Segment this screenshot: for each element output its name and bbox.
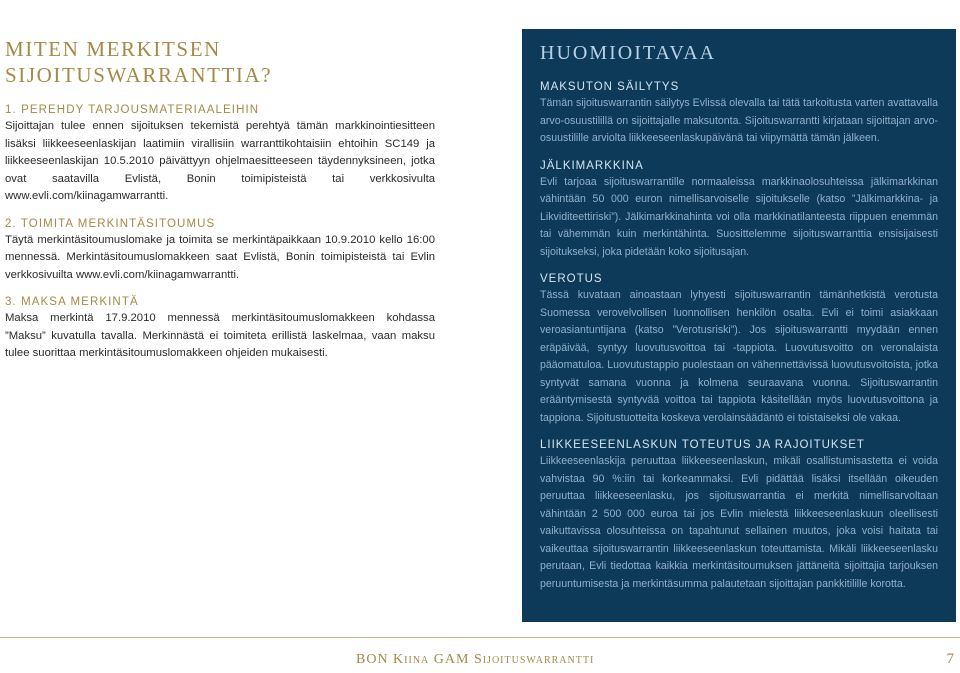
page-title: MITEN MERKITSEN SIJOITUSWARRANTTIA? (5, 37, 273, 87)
left-column (5, 36, 435, 373)
notice-box (522, 29, 956, 622)
footer-title: BON Kiina GAM Sijoituswarrantti (356, 652, 595, 667)
notice-heading-sailytys: MAKSUTON SÄILYTYS (540, 81, 680, 93)
section-heading-merkintasitoumus: 2. TOIMITA MERKINTÄSITOUMUS (5, 217, 216, 230)
notice-heading-toteutus: LIIKKEESEENLASKUN TOTEUTUS JA RAJOITUKSET (540, 439, 865, 451)
page-number: 7 (946, 651, 954, 667)
notice-text-verotus: Tässä kuvataan ainoastaan lyhyesti sijoituswarrantin tämänhetkistä verotusta Suomessa verovelvollisen luonnollisen henkilön osalta. Evli ei toimi asiakkaan veroasiantuntijana (katso ”Verotusriski”). Jos sijoituswarrantti myydään ennen eräpäivää, syntyy luovutusvoittoa tai -tappiota. Luovutusvoitto on veronalaista pääomatuloa. Luovutustappio puolestaan on vähennettävissä luovutusvoitoista, jotka syntyvät samana vuonna ja kolmena seuraavana vuonna. Sijoituswarrantin erääntymisestä syntyvää voittoa tai tappiota käsitellään myös luovutusvoittona ja tappiona. Sijoitustuotteita koskeva verolainsäädäntö ei toistaiseksi ole vakaa. (540, 289, 938, 424)
section-heading-maksa: 3. MAKSA MERKINTÄ (5, 296, 139, 308)
notice-heading-jalkimarkkina: JÄLKIMARKKINA (540, 159, 644, 172)
notice-text-jalkimarkkina: Evli tarjoaa sijoituswarrantille normaaleissa markkinaolosuhteissa jälkimarkkinan vähintään 50 000 euron nimellisarvoiselle sijoitukselle (katso ”Jälkimarkkina- ja Likviditeettiriski”). Jälkimarkkinahinta voi olla markkinatilanteesta riippuen enemmän tai vähemmän kuin merkintähinta. Suosittelemme sijoituswarranttia ensisijaisesti sijoitukseksi, joka pidetään koko sijoitusajan. (540, 175, 938, 258)
notice-box-title: HUOMIOITAVAA (540, 42, 717, 64)
notice-heading-verotus: VEROTUS (540, 273, 603, 285)
section-text-perehdy: Sijoittajan tulee ennen sijoituksen tekemistä perehtyä tämän markkinointiesitteen lisäksi liikkeeseenlaskijan laatimiin virallisiin warranttikohtaisiin ehtoihin SC149 ja liikkeeseenlaskijan 10.5.2010 päivättyyn ohjelmaesitteeseen täydennyksineen, jotka ovat saatavilla Evlistä, Bonin toimipisteistä tai verkkosivulta www.evli.com/kiinagamwarrantti. (5, 120, 435, 202)
section-text-merkintasitoumus: Täytä merkintäsitoumuslomake ja toimita se merkintäpaikkaan 10.9.2010 kello 16:00 mennessä. Merkintäsitoumuslomakkeen saat Evlistä, Bonin toimipisteistä tai Evlin verkkosivuilta www.evli.com/kiinagamwarrantti. (5, 233, 435, 281)
notice-text-toteutus: Liikkeeseenlaskija peruuttaa liikkeeseenlaskun, mikäli osallistumisastetta ei voida vahvistaa 90 %:iin tai korkeammaksi. Evli pidättää lisäksi itsellään oikeuden peruuttaa liikkeeseenlasku, jos sijoituswarrantia ei merkitä nimellisarvoltaan vähintään 2 500 000 euroa tai jos Evlin mielestä liikkeeseenlaskuun oleellisesti vaikuttavissa olosuhteissa on tapahtunut sellainen muutos, joka voisi haitata tai vaikeuttaa sijoituswarrantin liikkeeseenlaskun toteuttamista. Mikäli liikkeeseenlasku perutaan, Evli tiedottaa kaikkia merkintäsitoumuksen jättäneitä sijoittajia tarjouksen peruuntumisesta ja merkintäsumma palautetaan sijoittajan pankkitilille korotta. (540, 455, 938, 590)
footer-divider (0, 637, 960, 638)
section-heading-perehdy: 1. PEREHDY TARJOUSMATERIAALEIHIN (5, 104, 260, 116)
notice-text-sailytys: Tämän sijoituswarrantin säilytys Evlissä olevalla tai tätä tarkoitusta varten avattavalla arvo-osuustilillä on sijoittajalle maksutonta. Sijoituswarrantti kirjataan sijoittajan arvo-osuustilille arviolta liikkeeseenlaskupäivänä tai viipymättä tämän jälkeen. (540, 97, 938, 144)
section-text-maksa: Maksa merkintä 17.9.2010 mennessä merkintäsitoumuslomakkeen kohdassa ”Maksu” kuvatulla tavalla. Merkinnästä ei toimiteta erillistä laskelmaa, vaan maksu tulee suorittaa merkintäsitoumuslomakkeen ohjeiden mukaisesti. (5, 312, 435, 359)
